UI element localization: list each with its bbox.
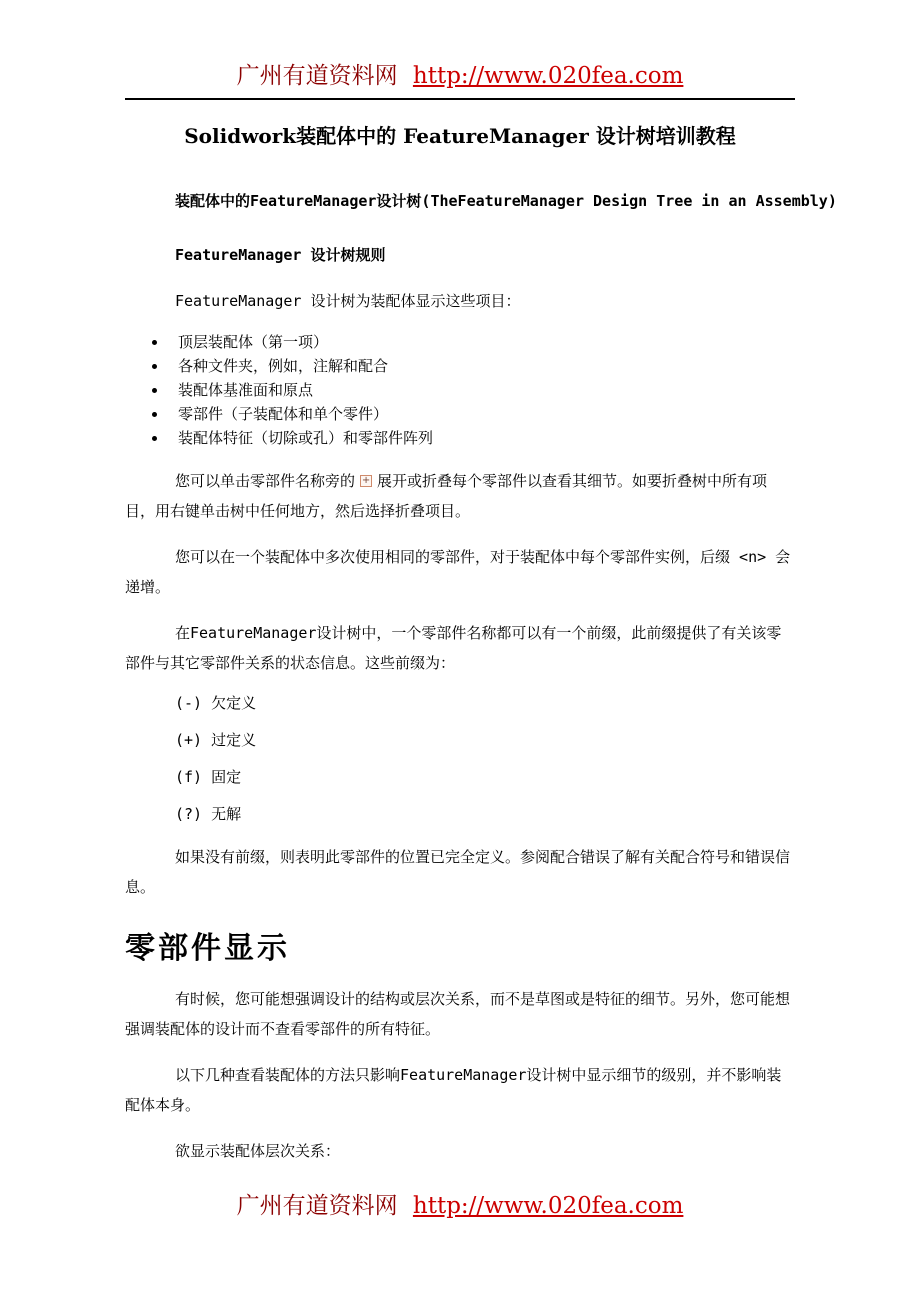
header-site-name: 广州有道资料网 [236, 63, 398, 89]
subtitle-assembly-tree: 装配体中的FeatureManager设计树(TheFeatureManager Design Tree in an Assembly) [175, 192, 837, 210]
list-item: • 装配体基准面和原点 [168, 378, 795, 402]
header-divider [125, 98, 795, 100]
prefix-underdefined: (-) 欠定义 [175, 694, 257, 712]
show-hierarchy-paragraph: 欲显示装配体层次关系： [175, 1142, 341, 1160]
list-item: • 零部件（子装配体和单个零件） [168, 402, 795, 426]
tree-expand-icon: + [361, 474, 371, 486]
prefix-unsolved: (?) 无解 [175, 805, 242, 823]
subtitle-tree-rules: FeatureManager 设计树规则 [175, 246, 386, 264]
emphasis-paragraph: 有时候，您可能想强调设计的结构或层次关系，而不是草图或是特征的细节。另外，您可能想强调装配体的设计而不查看零部件的所有特征。 [125, 990, 791, 1038]
document-body [125, 122, 837, 1166]
prefix-intro-paragraph: 在FeatureManager设计树中，一个零部件名称都可以有一个前缀，此前缀提供了有关该零部件与其它零部件关系的状态信息。这些前缀为： [125, 624, 782, 672]
prefix-overdefined: (+) 过定义 [175, 731, 257, 749]
no-prefix-paragraph: 如果没有前缀，则表明此零部件的位置已完全定义。参阅配合错误了解有关配合符号和错误信息。 [125, 848, 791, 896]
section-heading-component-display: 零部件显示 [125, 931, 290, 966]
expand-collapse-paragraph [125, 466, 795, 526]
view-methods-paragraph: 以下几种查看装配体的方法只影响FeatureManager设计树中显示细节的级别，并不影响装配体本身。 [125, 1066, 782, 1114]
page-footer [0, 1192, 920, 1220]
paragraph-text-before-icon: 您可以单击零部件名称旁的 [175, 472, 356, 490]
list-item: • 装配体特征（切除或孔）和零部件阵列 [168, 426, 795, 450]
page-header [0, 62, 920, 90]
list-item: • 顶层装配体（第一项） [168, 330, 795, 354]
prefix-fixed: (f) 固定 [175, 768, 242, 786]
header-site-link[interactable]: http://www.020fea.com [412, 63, 684, 89]
tree-items-list [125, 330, 795, 450]
paragraph-text-after-icon: 展开或折叠每个零部件以查看其细节。如要折叠树中所有项目，用右键单击树中任何地方，然后选择折叠项目。 [125, 472, 768, 520]
instance-suffix-paragraph: 您可以在一个装配体中多次使用相同的零部件，对于装配体中每个零部件实例，后缀 <n> 会递增。 [125, 548, 791, 596]
document-title: Solidwork装配体中的 FeatureManager 设计树培训教程 [184, 124, 736, 148]
intro-paragraph: FeatureManager 设计树为装配体显示这些项目： [175, 292, 521, 310]
list-item: • 各种文件夹，例如，注解和配合 [168, 354, 795, 378]
footer-site-name: 广州有道资料网 [236, 1193, 398, 1219]
footer-site-link[interactable]: http://www.020fea.com [412, 1193, 684, 1219]
